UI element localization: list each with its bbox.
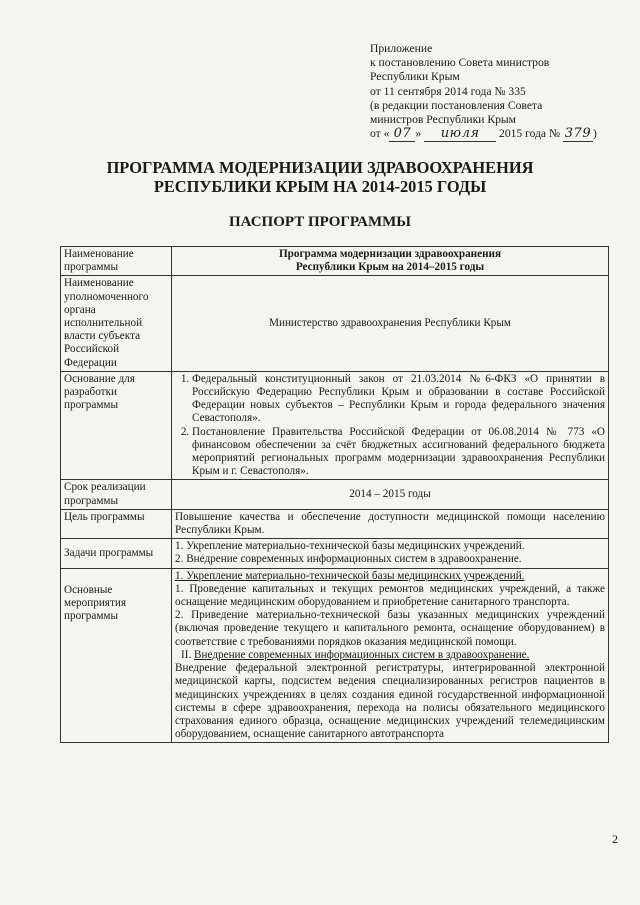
- table-row: [61, 480, 609, 509]
- paragraph: Внедрение федеральной электронной регистратуры, интегрированной электронной медицинской карты, подсистем ведения специализированных регистров пациентов в медицинских учреждениях в целях создания единой государственной информационной системы в сфере здравоохранения, перехода на полисы обязательного медицинского страхования единого образца, оснащение медицинских учреждений телемедицинским оборудованием, оснащение санитарного автотранспорта: [175, 662, 605, 741]
- list-item: 2. Постановление Правительства Российской Федерации от 06.08.2014 № 773 «О финансовом обеспечении за счёт бюджетных ассигнований федерального бюджета мероприятий региональных программ модернизации здравоохранения Республики Крым и г. Севастополя».: [192, 426, 605, 479]
- handwritten-day: 07: [389, 127, 415, 142]
- appendix-header: [370, 42, 632, 142]
- handwritten-month: июля: [424, 127, 496, 142]
- paragraph: 2. Приведение материально-технической базы указанных медицинских учреждений (включая проведение текущего и капитального ремонта, оснащение оборудованием) в соответствие с требованиями порядков оказания медицинской помощи.: [175, 609, 605, 648]
- table-row: [61, 276, 609, 371]
- section-heading: 1. Укрепление материально-технической базы медицинских учреждений.: [175, 569, 525, 582]
- row-value: [172, 568, 609, 743]
- row-label: Основные мероприятия программы: [61, 568, 172, 743]
- task-line: 2. Внедрение современных информационных систем в здравоохранение.: [175, 553, 522, 566]
- title-line: ПРОГРАММА МОДЕРНИЗАЦИИ ЗДРАВООХРАНЕНИЯ: [106, 158, 534, 177]
- table-row: [61, 568, 609, 743]
- table-row: [61, 539, 609, 568]
- value-line: Республики Крым на 2014–2015 годы: [295, 261, 485, 274]
- appendix-line: Республики Крым: [370, 70, 460, 84]
- appendix-line: (в редакции постановления Совета: [370, 98, 543, 112]
- row-label: Задачи программы: [61, 539, 172, 568]
- title-line: РЕСПУБЛИКИ КРЫМ НА 2014-2015 ГОДЫ: [153, 177, 487, 196]
- handwritten-number: 379: [564, 126, 592, 142]
- value-line: Программа модернизации здравоохранения: [278, 248, 502, 260]
- task-line: 1. Укрепление материально-технической базы медицинских учреждений.: [175, 540, 525, 553]
- appendix-line-date: [370, 127, 632, 142]
- section-heading-2: [175, 649, 605, 662]
- row-label: Срок реализации программы: [61, 480, 172, 509]
- appendix-line: министров Республики Крым: [370, 113, 516, 127]
- row-value: Повышение качества и обеспечение доступности медицинской помощи населению Республики Крым.: [172, 509, 609, 538]
- appendix-line: от 11 сентября 2014 года № 335: [370, 84, 526, 98]
- row-value: Министерство здравоохранения Республики Крым: [172, 276, 609, 371]
- appendix-line: Приложение: [370, 42, 433, 55]
- heading-number: II.: [181, 648, 192, 661]
- row-value: [172, 371, 609, 480]
- text: 2015 года №: [499, 127, 561, 141]
- heading-text: Внедрение современных информационных систем в здравоохранение.: [194, 648, 530, 661]
- row-label: Основание для разработки программы: [61, 371, 172, 480]
- row-label: Наименование уполномоченного органа исполнительной власти субъекта Российской Федерации: [61, 276, 172, 371]
- text: ): [592, 127, 597, 141]
- row-label: Наименование программы: [61, 247, 172, 276]
- paragraph: 1. Проведение капитальных и текущих ремонтов медицинских учреждений, а также оснащение медицинским оборудованием и приобретение санитарного транспорта.: [175, 582, 605, 609]
- row-value: 2014 – 2015 годы: [172, 480, 609, 509]
- row-value: [172, 539, 609, 568]
- row-value: [172, 247, 609, 276]
- table-row: [61, 371, 609, 480]
- text: от «: [370, 127, 390, 141]
- row-label: Цель программы: [61, 509, 172, 538]
- document-title: [40, 158, 600, 196]
- appendix-line: к постановлению Совета министров: [370, 56, 550, 70]
- table-row: [61, 247, 609, 276]
- text: »: [415, 127, 422, 141]
- list-item: 1. Федеральный конституционный закон от 21.03.2014 №6-ФКЗ «О принятии в Российскую Федерацию Республики Крым и образовании в составе Российской Федерации новых субъектов – Республики Крым и города федерального значения Севастополя».: [192, 373, 605, 426]
- table-row: [61, 509, 609, 538]
- document-subtitle: ПАСПОРТ ПРОГРАММЫ: [228, 214, 412, 230]
- page-number: 2: [612, 832, 618, 846]
- program-passport-table: [60, 246, 609, 743]
